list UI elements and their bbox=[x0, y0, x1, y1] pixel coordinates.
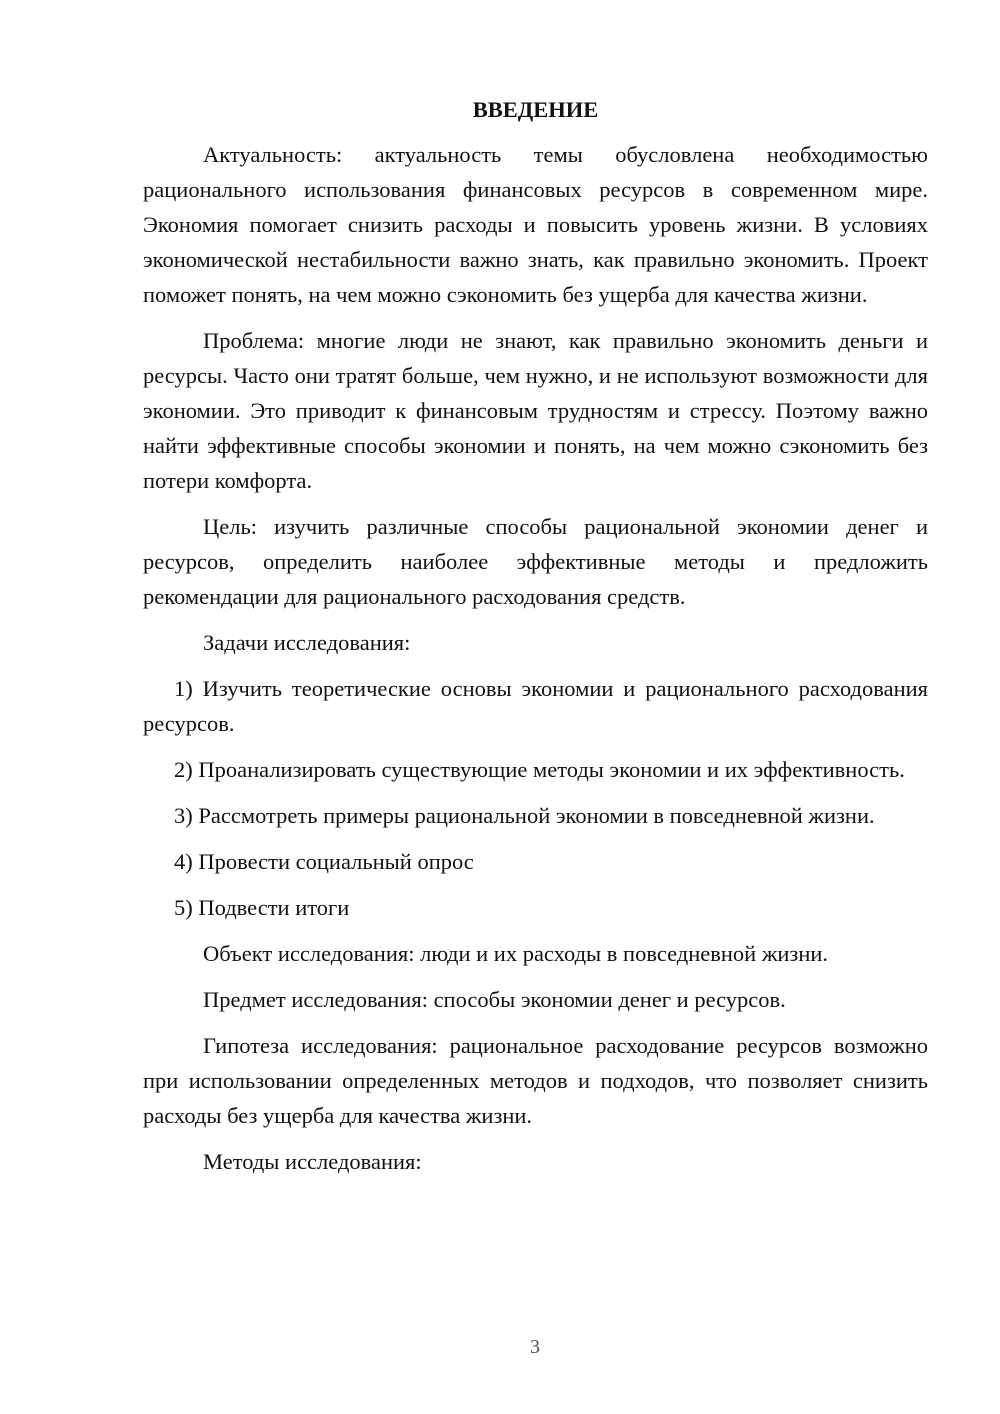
page-number: 3 bbox=[530, 1336, 540, 1358]
relevance-paragraph: Актуальность: актуальность темы обусловлена необходимостью рационального использования финансовых ресурсов в современном мире. Экономия помогает снизить расходы и повысить уровень жизни. В условиях экономической нестабильности важно знать, как правильно экономить. Проект поможет понять, на чем можно сэкономить без ущерба для качества жизни. bbox=[143, 142, 928, 307]
hypothesis-paragraph: Гипотеза исследования: рациональное расходование ресурсов возможно при использовании определенных методов и подходов, что позволяет снизить расходы без ущерба для качества жизни. bbox=[143, 1033, 928, 1128]
section-title: ВВЕДЕНИЕ bbox=[472, 97, 599, 122]
tasks-heading: Задачи исследования: bbox=[203, 630, 411, 655]
subject-paragraph: Предмет исследования: способы экономии денег и ресурсов. bbox=[203, 987, 786, 1012]
problem-paragraph: Проблема: многие люди не знают, как правильно экономить деньги и ресурсы. Часто они тратят больше, чем нужно, и не используют возможности для экономии. Это приводит к финансовым трудностям и стрессу. Поэтому важно найти эффективные способы экономии и понять, на чем можно сэкономить без потери комфорта. bbox=[143, 328, 928, 493]
task-item-1: 1) Изучить теоретические основы экономии и рационального расходования ресурсов. bbox=[143, 676, 928, 736]
object-paragraph: Объект исследования: люди и их расходы в повседневной жизни. bbox=[203, 941, 829, 966]
document-page bbox=[143, 92, 928, 1190]
task-item-5: 5) Подвести итоги bbox=[174, 895, 350, 920]
goal-paragraph: Цель: изучить различные способы рациональной экономии денег и ресурсов, определить наиболее эффективные методы и предложить рекомендации для рационального расходования средств. bbox=[143, 514, 928, 609]
task-item-3: 3) Рассмотреть примеры рациональной экономии в повседневной жизни. bbox=[174, 803, 875, 828]
methods-heading: Методы исследования: bbox=[203, 1149, 422, 1174]
task-item-2: 2) Проанализировать существующие методы экономии и их эффективность. bbox=[174, 757, 905, 782]
task-item-4: 4) Провести социальный опрос bbox=[174, 849, 474, 874]
